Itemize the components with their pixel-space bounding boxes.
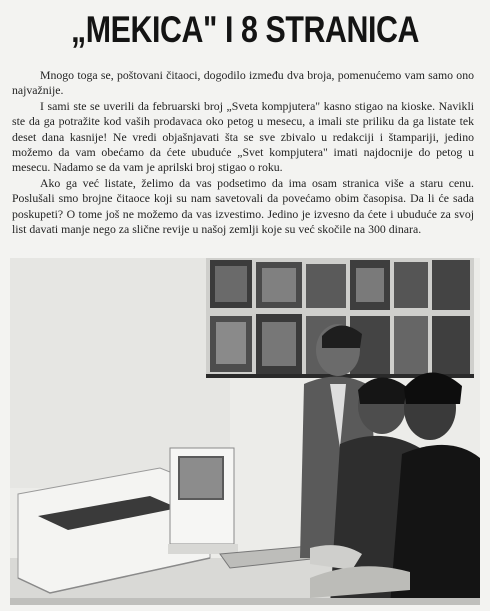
paragraph-intro: Mnogo toga se, poštovani čitaoci, dogodilo između dva broja, pomenućemo vam samo ono najvažnije. — [12, 68, 474, 98]
paragraph-extra-pages: Ako ga već listate, želimo da vas podsetimo da ima osam stranica više a staru cenu. Poslušali smo brojne čitaoce koji su nam savetovali da povećamo obim časopisa. Da li će sada poskupeti? O tome još ne možemo da vas izvestimo. Jedino je izvesno da ćete i ubuduće za svoj list davati manje nego za slične revije u našoj zemlji koje su već skočile na 300 dinara. — [12, 175, 474, 237]
office-photo — [10, 258, 480, 605]
paragraph-late-issue: I sami ste se uverili da februarski broj „Sveta kompjutera" kasno stigao na kioske. Navikli ste da ga potražite kod vaših prodavaca oko petog u mesecu, a imali ste priliku da ga listate tek deset dana kasnije! Ne vredi objašnjavati šta se sve zbivalo u redakciji i štampariji, jedino možemo da vam obećamo da ćete ubuduće „Svet kompjutera" imati najdocnije do petog u mesecu. Nadamo se da vam je aprilski broj stigao o roku. — [12, 98, 474, 175]
computer-monitor — [168, 448, 238, 554]
headline: „MEKICA" I 8 STRANICA — [71, 9, 419, 50]
article-body — [12, 68, 474, 237]
